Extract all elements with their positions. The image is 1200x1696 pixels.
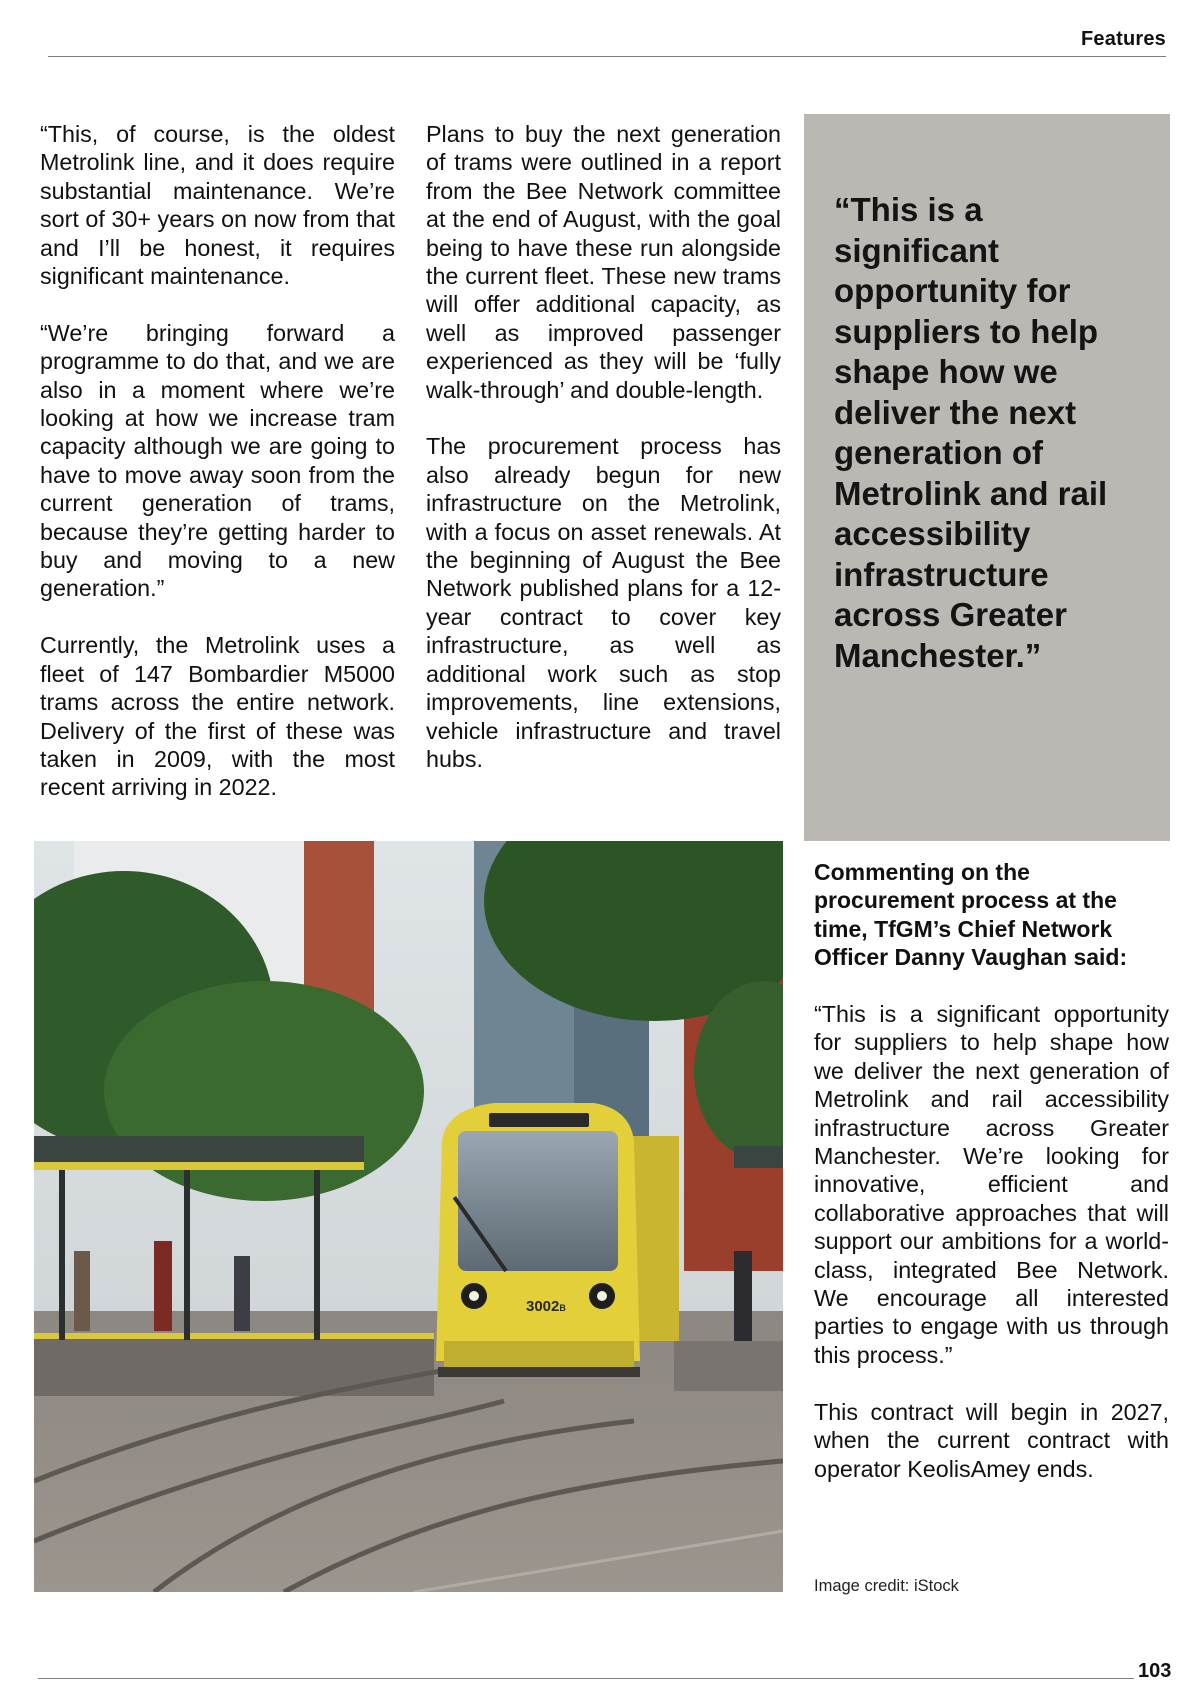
column-1-paragraph-2: “We’re bringing forward a programme to do that, and we are also in a moment where we’re looking at how we increase tram capacity although we are going to have to move away soon from the current generation of trams, because they’re getting harder to buy and moving to a new generation.” (40, 319, 395, 602)
page-number: 103 (1138, 1660, 1172, 1682)
platform-left (34, 1336, 434, 1396)
quote-lead-in: Commenting on the procurement process at the time, TfGM’s Chief Network Officer Danny Vaughan said: (814, 859, 1128, 971)
column-2-paragraph-1: Plans to buy the next generation of trams were outlined in a report from the Bee Network committee at the end of August, with the goal being to have these run alongside the current fleet. These new trams will offer additional capacity, as well as improved passenger experienced as they will be ‘fully walk-through’ and double-length. (426, 121, 781, 403)
tram-skirt (438, 1367, 640, 1377)
right-canopy (734, 1146, 783, 1168)
shelter-trim (34, 1162, 364, 1170)
tram-headlight-left-lamp (469, 1291, 479, 1301)
platform-edge (34, 1333, 434, 1339)
tram-windscreen (458, 1131, 618, 1271)
shelter-canopy (34, 1136, 364, 1162)
tram-number-digits: 3002 (526, 1298, 560, 1315)
tram-photo (34, 841, 783, 1592)
shelter-pole-1 (59, 1170, 65, 1340)
article-column-1 (40, 120, 395, 830)
column-1-paragraph-3: Currently, the Metrolink uses a fleet of 147 Bombardier M5000 trams across the entire network. Delivery of the first of these was taken in 2009, with the most recent arriving in 2022. (40, 632, 395, 801)
person-3 (234, 1256, 250, 1331)
section-label: Features (1081, 28, 1166, 50)
column-3-paragraph-2: This contract will begin in 2027, when the current contract with operator KeolisAmey ends. (814, 1398, 1169, 1482)
person-2 (154, 1241, 172, 1331)
image-credit: Image credit: iStock (814, 1577, 959, 1595)
shelter-pole-2 (184, 1170, 190, 1340)
pull-quote-text: “This is a significant opportunity for suppliers to help shape how we deliver the next generation of Metrolink and rail accessibility infrastructure across Greater Manchester.” (834, 191, 1108, 674)
article-column-2 (426, 120, 781, 802)
tram-bumper (444, 1341, 634, 1367)
person-4 (734, 1251, 752, 1341)
column-1-paragraph-1: “This, of course, is the oldest Metrolink line, and it does require substantial maintenance. We’re sort of 30+ years on now from that and I’ll be honest, it requires significant maintenance. (40, 121, 395, 290)
column-3-paragraph-1: “This is a significant opportunity for suppliers to help shape how we deliver the next generation of Metrolink and rail accessibility infrastructure across Greater Manchester. We’re looking for innovative, efficient and collaborative approaches that will support our ambitions for a world-class, integrated Bee Network. We encourage all interested parties to engage with us through this process.” (814, 1001, 1169, 1368)
pull-quote-box (804, 114, 1170, 841)
tram-headlight-right-lamp (597, 1291, 607, 1301)
column-2-paragraph-2: The procurement process has also already begun for new infrastructure on the Metrolink, with a focus on asset renewals. At the beginning of August the Bee Network published plans for a 12-year contract to cover key infrastructure, as well as additional work such as stop improvements, line extensions, vehicle infrastructure and travel hubs. (426, 433, 781, 772)
person-1 (74, 1251, 90, 1331)
footer-divider (38, 1678, 1134, 1679)
header-divider (48, 56, 1166, 57)
platform-right (674, 1341, 783, 1391)
shelter-pole-3 (314, 1170, 320, 1340)
tram-number-suffix: B (559, 1303, 566, 1313)
article-column-3 (814, 858, 1169, 1511)
tram-destination-board (489, 1113, 589, 1127)
